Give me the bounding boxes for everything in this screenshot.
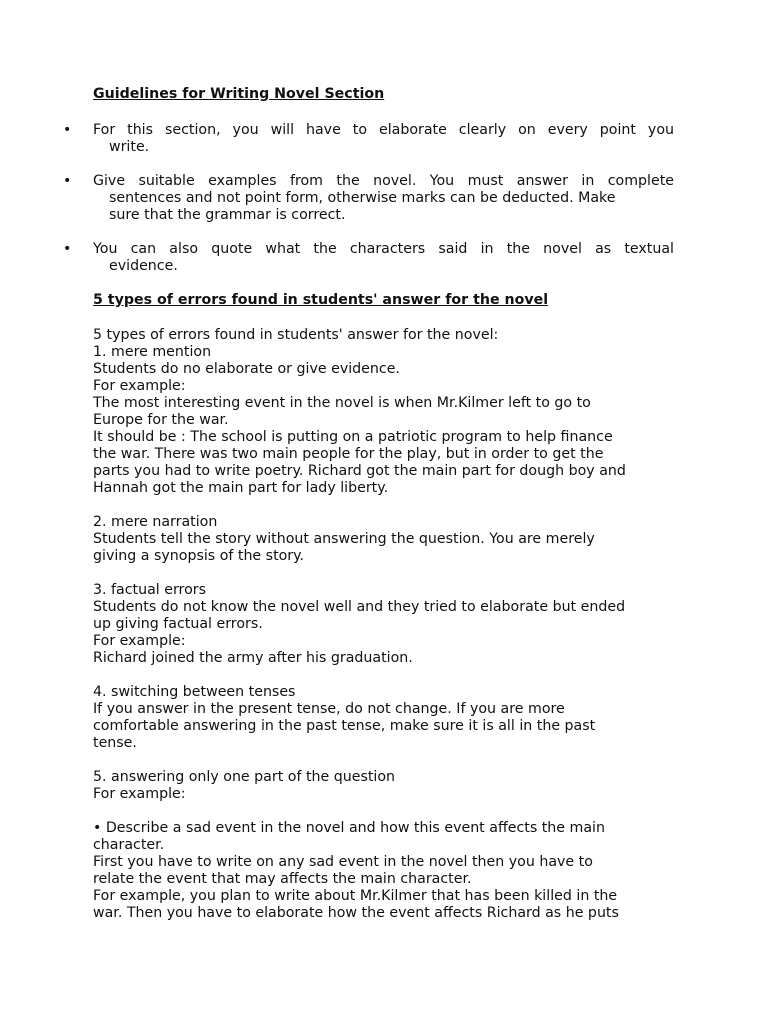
guideline-line: Give suitable examples from the novel. You must answer in complete [93,173,674,189]
body-line: For example: [93,378,186,394]
blank-line [93,667,674,684]
body-line: 5 types of errors found in students' answer for the novel: [93,327,499,343]
guideline-item [63,173,674,224]
guideline-line: For this section, you will have to elaborate clearly on every point you [93,122,674,138]
body-line: The most interesting event in the novel is when Mr.Kilmer left to go to [93,395,591,411]
guideline-line: You can also quote what the characters said in the novel as textual [93,241,674,257]
body-line: Students do no elaborate or give evidence. [93,361,400,377]
body-line: 1. mere mention [93,344,212,360]
guideline-line: write. [109,139,150,155]
body-line: For example, you plan to write about Mr.Kilmer that has been killed in the [93,888,618,904]
body-line: 4. switching between tenses [93,684,296,700]
body-line: It should be : The school is putting on a patriotic program to help finance [93,429,613,445]
body-line: 3. factual errors [93,582,206,598]
body-line: the war. There was two main people for the play, but in order to get the [93,446,604,462]
body-line: parts you had to write poetry. Richard got the main part for dough boy and [93,463,626,479]
body-line: up giving factual errors. [93,616,263,632]
body-line: 5. answering only one part of the question [93,769,396,785]
body-line: If you answer in the present tense, do not change. If you are more [93,701,565,717]
guidelines-list [63,122,674,275]
body-line: Europe for the war. [93,412,229,428]
guideline-line: evidence. [109,258,178,274]
guideline-line: sure that the grammar is correct. [109,207,346,223]
body-line: tense. [93,735,137,751]
page-title: Guidelines for Writing Novel Section [93,86,385,102]
body-line: giving a synopsis of the story. [93,548,305,564]
blank-line [93,565,674,582]
blank-line [93,497,674,514]
body-line: Hannah got the main part for lady liberty. [93,480,389,496]
body-line: Richard joined the army after his graduation. [93,650,413,666]
body-line: war. Then you have to elaborate how the event affects Richard as he puts [93,905,619,921]
guideline-item [63,241,674,275]
blank-line [93,803,674,820]
body-line: 2. mere narration [93,514,218,530]
body-line: • Describe a sad event in the novel and how this event affects the main [93,820,605,836]
body-line: First you have to write on any sad event in the novel then you have to [93,854,593,870]
bullet-icon: • [63,122,72,138]
body-line: Students do not know the novel well and they tried to elaborate but ended [93,599,626,615]
bullet-icon: • [63,241,72,257]
body-line: comfortable answering in the past tense, make sure it is all in the past [93,718,596,734]
guideline-line: sentences and not point form, otherwise marks can be deducted. Make [109,190,616,206]
body-line: relate the event that may affects the main character. [93,871,472,887]
blank-line [93,752,674,769]
guideline-item [63,122,674,156]
body-line: character. [93,837,165,853]
document-content [63,86,674,922]
body-line: For example: [93,786,186,802]
bullet-icon: • [63,173,72,189]
body-line: For example: [93,633,186,649]
body-line: Students tell the story without answering the question. You are merely [93,531,595,547]
errors-body [93,327,674,922]
errors-heading: 5 types of errors found in students' answer for the novel [93,292,549,308]
